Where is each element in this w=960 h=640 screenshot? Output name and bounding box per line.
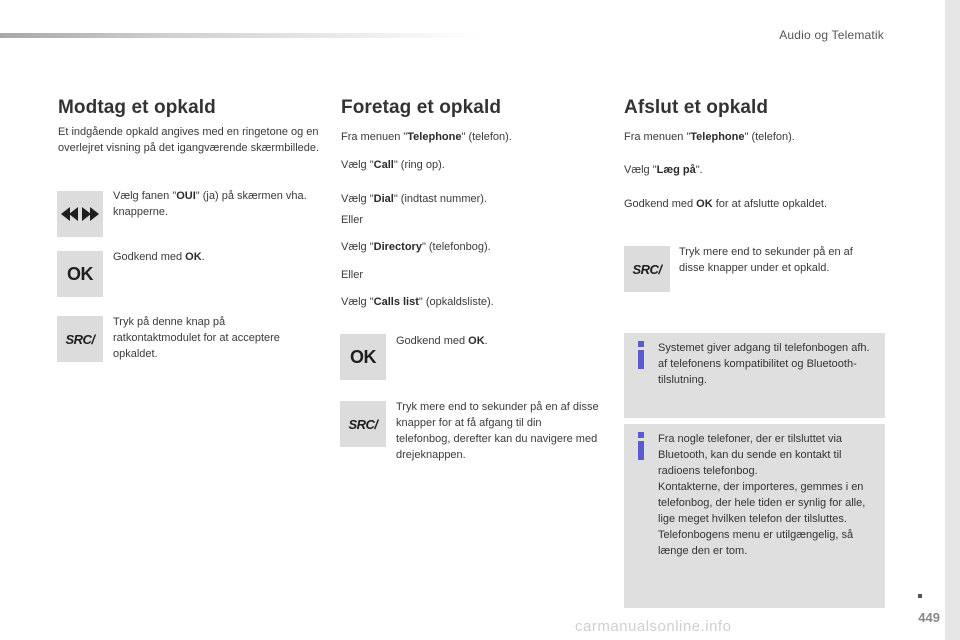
page-marker — [918, 594, 922, 598]
info-text: Systemet giver adgang til telefonbogen afh. af telefonens kompatibilitet og Bluetooth-tilslutning. — [658, 342, 870, 386]
step-select-yes: Vælg fanen "OUI" (ja) på skærmen vha. knapperne. — [113, 190, 307, 218]
section-make-call — [341, 97, 601, 124]
page-edge-bar — [945, 0, 960, 640]
src-button-icon: SRC/ — [624, 246, 670, 292]
step-confirm-ok: Godkend med OK. — [113, 251, 205, 263]
src-button-icon: SRC/ — [57, 316, 103, 362]
section-title: Afslut et opkald — [624, 97, 769, 118]
src-button-icon: SRC/ — [340, 401, 386, 447]
step-open-directory: Tryk mere end to sekunder på en af disse knapper for at få afgang til din telefonbog, derefter kan du navigere med drejeknappen. — [396, 401, 599, 461]
or-text: Eller — [341, 269, 364, 281]
step-end-call: Tryk mere end to sekunder på en af disse knapper under et opkald. — [679, 246, 853, 274]
select-directory-line: Vælg "Directory" (telefonbog). — [341, 241, 491, 253]
or-text: Eller — [341, 214, 364, 226]
select-calls-list-line: Vælg "Calls list" (opkaldsliste). — [341, 296, 494, 308]
info-box-contacts — [624, 424, 885, 608]
menu-telephone-line: Fra menuen "Telephone" (telefon). — [624, 131, 795, 143]
intro-text: Et indgående opkald angives med en ringetone og en overlejret visning på det igangværende skærmbillede. — [58, 126, 320, 154]
select-dial-line: Vælg "Dial" (indtast nummer). — [341, 193, 487, 205]
watermark: carmanualsonline.info — [575, 618, 732, 635]
section-header: Audio og Telematik — [779, 28, 884, 42]
section-title: Modtag et opkald — [58, 97, 216, 118]
info-text — [658, 431, 877, 559]
menu-telephone-line: Fra menuen "Telephone" (telefon). — [341, 131, 512, 143]
info-icon — [636, 341, 646, 369]
ok-button-icon: OK — [57, 251, 103, 297]
arrows-left-right-icon — [57, 191, 103, 237]
section-end-call — [624, 97, 886, 124]
info-paragraph: Telefonbogens menu er utilgængelig, så længe den er tom. — [658, 529, 854, 557]
info-box-compatibility — [624, 333, 885, 418]
page-number: 449 — [918, 610, 940, 625]
confirm-end-line: Godkend med OK for at afslutte opkaldet. — [624, 198, 828, 210]
info-icon — [636, 432, 646, 460]
info-paragraph: Fra nogle telefoner, der er tilsluttet via Bluetooth, kan du sende en kontakt til radioens telefonbog. — [658, 433, 843, 477]
select-hang-up-line: Vælg "Læg på". — [624, 164, 703, 176]
header-gradient-bar — [0, 33, 480, 38]
step-accept-call: Tryk på denne knap på ratkontaktmodulet for at acceptere opkaldet. — [113, 316, 280, 360]
info-paragraph: Kontakterne, der importeres, gemmes i en telefonbog, der hele tiden er synlig for alle, lige meget hvilken telefon der tilsluttes. — [658, 481, 866, 525]
step-confirm-ok: Godkend med OK. — [396, 335, 488, 347]
ok-button-icon: OK — [340, 334, 386, 380]
section-title: Foretag et opkald — [341, 97, 502, 118]
select-call-line: Vælg "Call" (ring op). — [341, 159, 445, 171]
section-receive-call — [58, 97, 323, 156]
